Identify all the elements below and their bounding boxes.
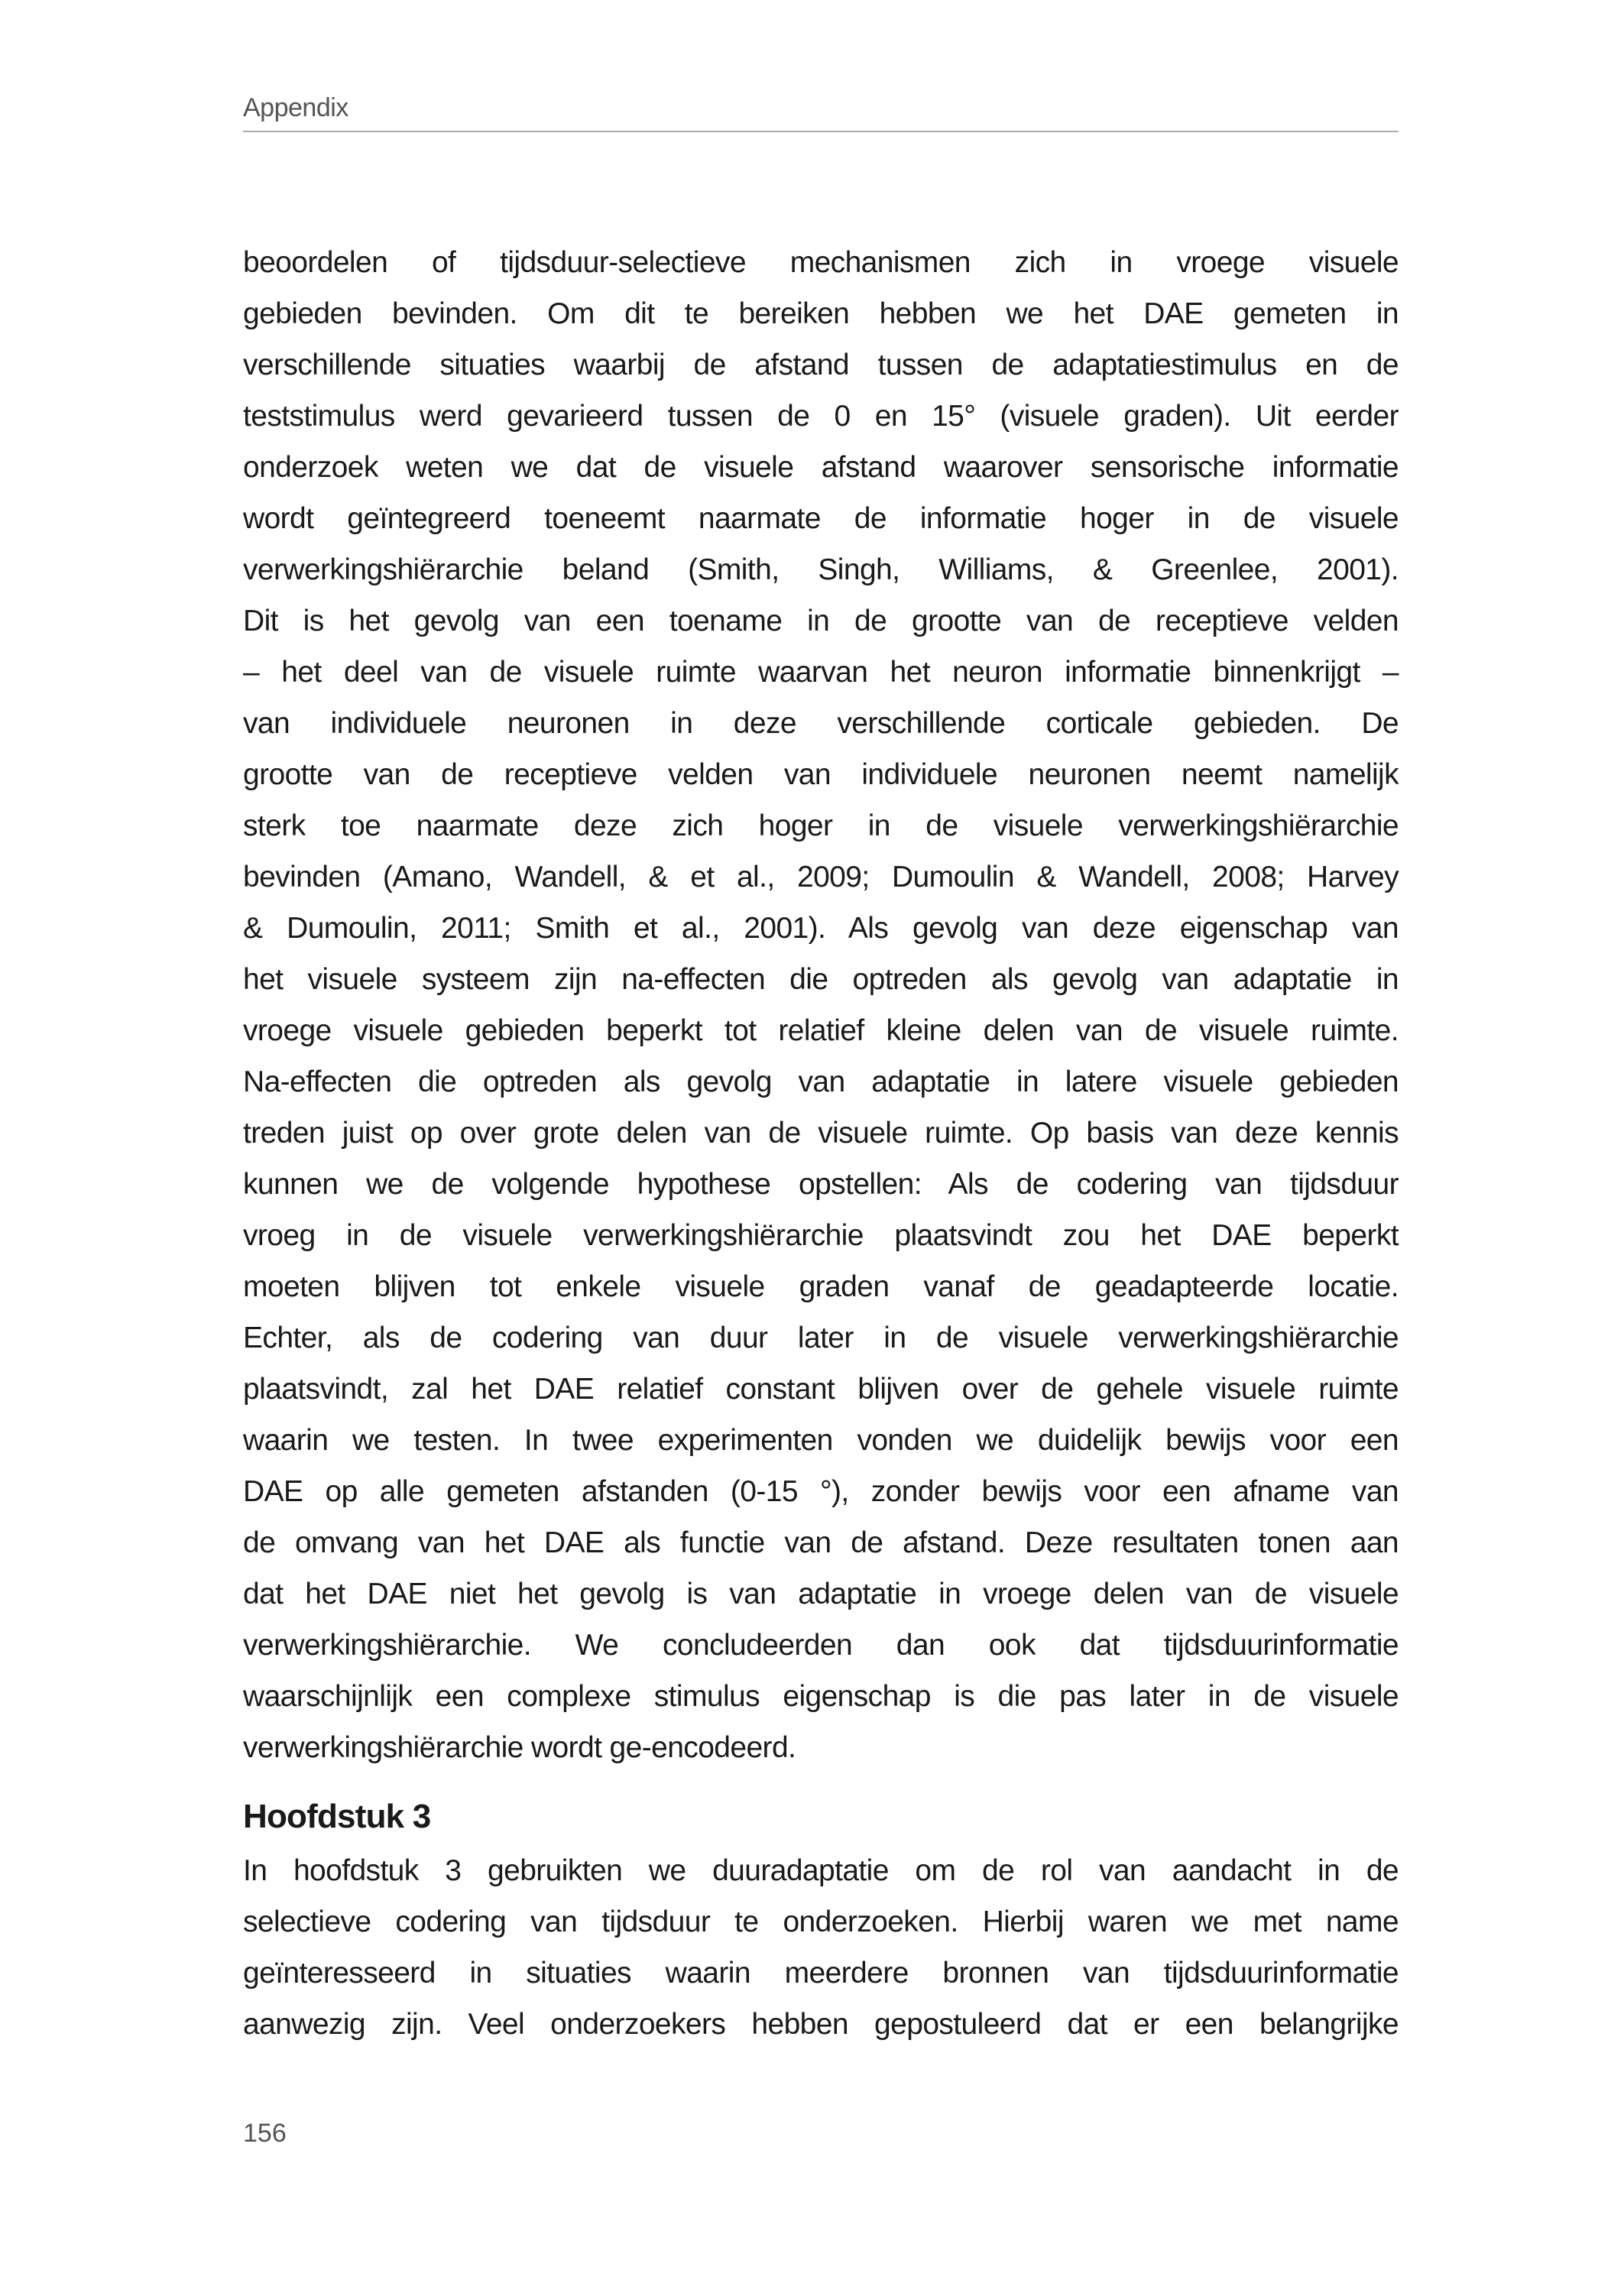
text-line: – het deel van de visuele ruimte waarvan het neuron informatie binnenkrijgt – [243, 656, 1399, 689]
text-line: & Dumoulin, 2011; Smith et al., 2001). Als gevolg van deze eigenschap van [243, 912, 1399, 945]
text-line: aanwezig zijn. Veel onderzoekers hebben gepostuleerd dat er een belangrijke [243, 2008, 1399, 2041]
text-line: waarin we testen. In twee experimenten vonden we duidelijk bewijs voor een [243, 1424, 1399, 1457]
text-line: verwerkingshiërarchie beland (Smith, Singh, Williams, & Greenlee, 2001). [243, 553, 1399, 586]
text-line: geïnteresseerd in situaties waarin meerdere bronnen van tijdsduurinformatie [243, 1957, 1399, 1990]
paragraph-1 [243, 237, 1399, 1773]
text-line: In hoofdstuk 3 gebruikten we duuradaptatie om de rol van aandacht in de [243, 1854, 1399, 1887]
text-line: moeten blijven tot enkele visuele graden vanaf de geadapteerde locatie. [243, 1270, 1399, 1303]
text-line: vroege visuele gebieden beperkt tot relatief kleine delen van de visuele ruimte. [243, 1014, 1399, 1047]
text-line: Na-effecten die optreden als gevolg van adaptatie in latere visuele gebieden [243, 1065, 1399, 1098]
running-header: Appendix [243, 93, 348, 122]
paragraph-2 [243, 1845, 1399, 2050]
text-line: selectieve codering van tijdsduur te onderzoeken. Hierbij waren we met name [243, 1905, 1399, 1938]
text-line: de omvang van het DAE als functie van de afstand. Deze resultaten tonen aan [243, 1526, 1399, 1559]
text-line: gebieden bevinden. Om dit te bereiken hebben we het DAE gemeten in [243, 297, 1399, 330]
text-line: bevinden (Amano, Wandell, & et al., 2009; Dumoulin & Wandell, 2008; Harvey [243, 861, 1399, 894]
header-rule [243, 131, 1399, 132]
text-line: verwerkingshiërarchie. We concludeerden dan ook dat tijdsduurinformatie [243, 1629, 1399, 1662]
text-line: wordt geïntegreerd toeneemt naarmate de informatie hoger in de visuele [243, 502, 1399, 535]
text-line: sterk toe naarmate deze zich hoger in de visuele verwerkingshiërarchie [243, 809, 1399, 842]
text-line: van individuele neuronen in deze verschillende corticale gebieden. De [243, 707, 1399, 740]
text-line: plaatsvindt, zal het DAE relatief constant blijven over de gehele visuele ruimte [243, 1373, 1399, 1406]
text-line: grootte van de receptieve velden van individuele neuronen neemt namelijk [243, 758, 1399, 791]
text-line: verwerkingshiërarchie wordt ge-encodeerd. [243, 1731, 796, 1764]
page-number: 156 [243, 2119, 287, 2148]
text-line: waarschijnlijk een complexe stimulus eigenschap is die pas later in de visuele [243, 1680, 1399, 1713]
text-line: vroeg in de visuele verwerkingshiërarchie plaatsvindt zou het DAE beperkt [243, 1219, 1399, 1252]
text-line: Dit is het gevolg van een toename in de grootte van de receptieve velden [243, 605, 1399, 637]
text-line: dat het DAE niet het gevolg is van adaptatie in vroege delen van de visuele [243, 1578, 1399, 1610]
text-line: beoordelen of tijdsduur-selectieve mechanismen zich in vroege visuele [243, 246, 1399, 279]
text-line: het visuele systeem zijn na-effecten die optreden als gevolg van adaptatie in [243, 963, 1399, 996]
text-line: treden juist op over grote delen van de visuele ruimte. Op basis van deze kennis [243, 1117, 1399, 1150]
text-line: teststimulus werd gevarieerd tussen de 0 en 15° (visuele graden). Uit eerder [243, 400, 1399, 433]
section-heading: Hoofdstuk 3 [243, 1798, 431, 1835]
text-line: verschillende situaties waarbij de afstand tussen de adaptatiestimulus en de [243, 349, 1399, 381]
text-line: kunnen we de volgende hypothese opstellen: Als de codering van tijdsduur [243, 1168, 1399, 1201]
text-line: Echter, als de codering van duur later in de visuele verwerkingshiërarchie [243, 1322, 1399, 1354]
text-line: DAE op alle gemeten afstanden (0-15 °), zonder bewijs voor een afname van [243, 1475, 1399, 1508]
text-line: onderzoek weten we dat de visuele afstand waarover sensorische informatie [243, 451, 1399, 484]
